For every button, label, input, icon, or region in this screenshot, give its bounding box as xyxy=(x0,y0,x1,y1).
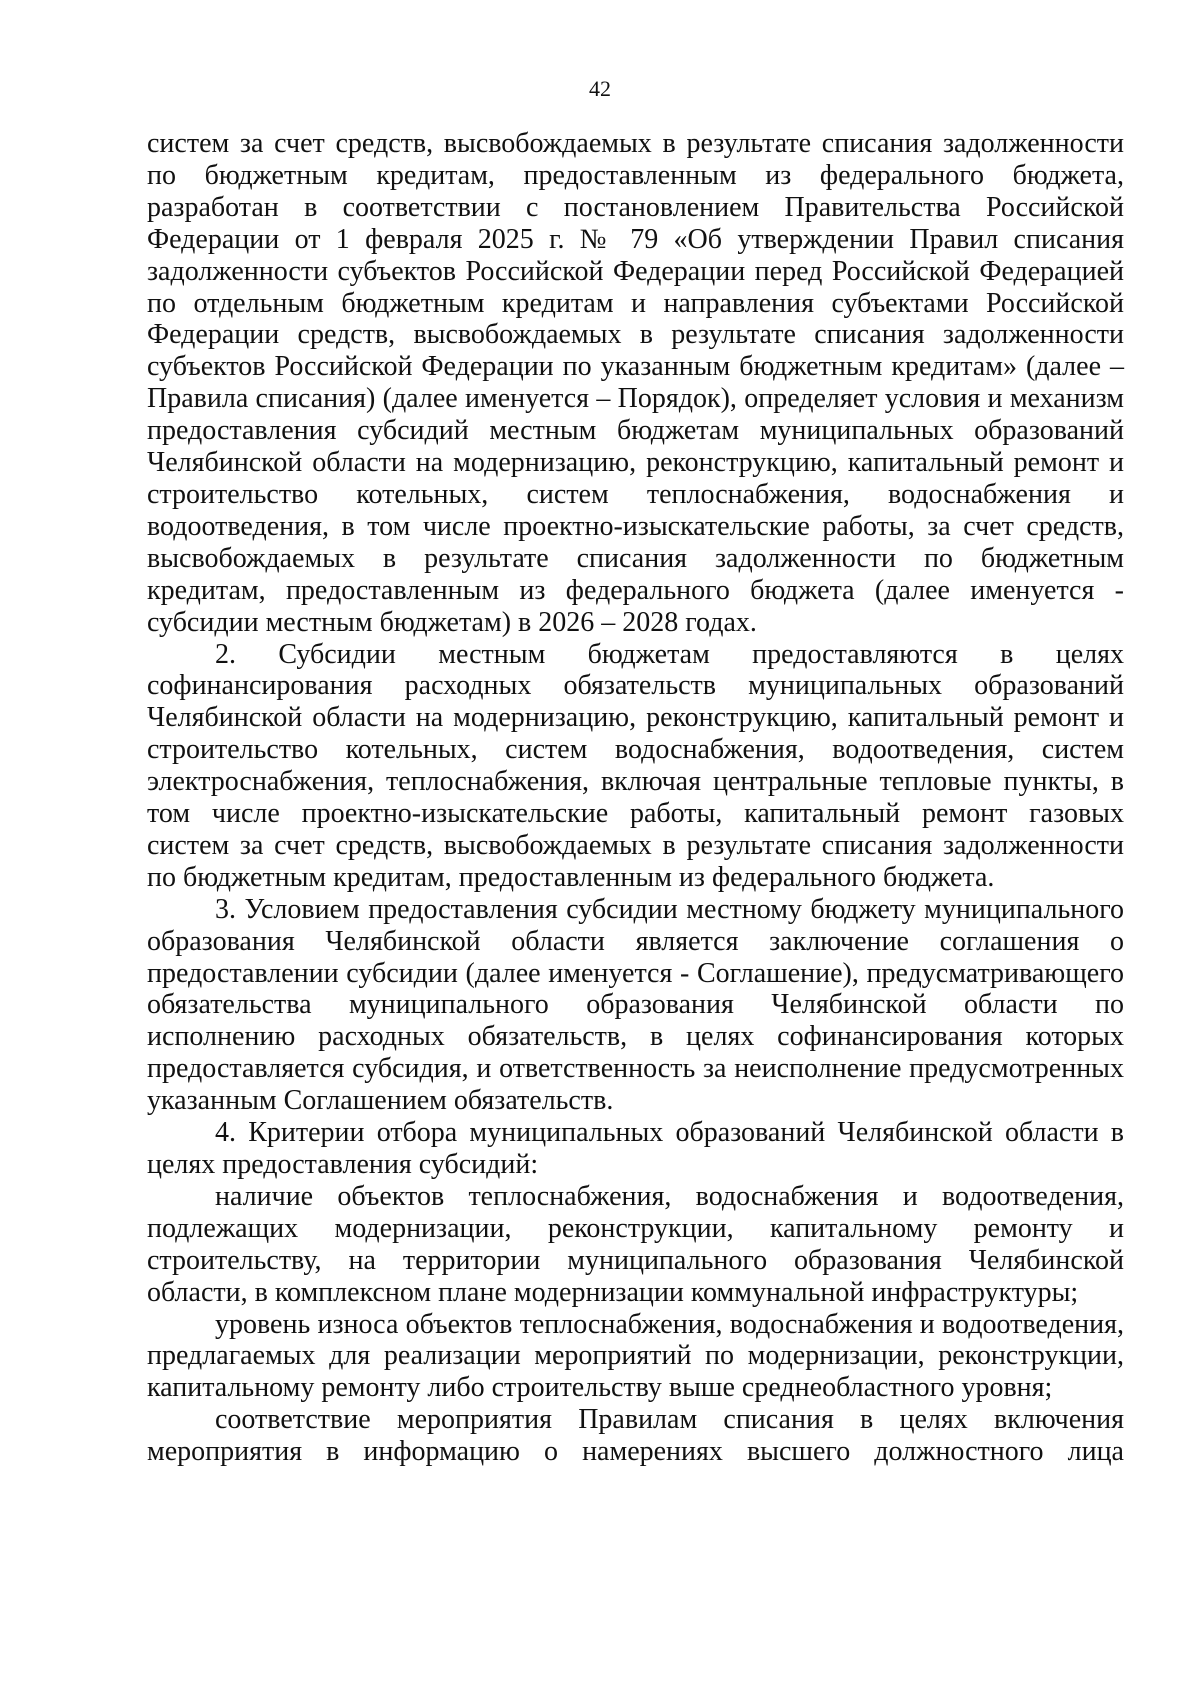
paragraph-item-4: 4. Критерии отбора муниципальных образований Челябинской области в целях предоставления субсидий: xyxy=(147,1117,1124,1180)
paragraph-item-2: 2. Субсидии местным бюджетам предоставляются в целях софинансирования расходных обязательств муниципальных образований Челябинской области на модернизацию, реконструкцию, капитальный ремонт и строительство котельных, систем водоснабжения, водоотведения, систем электроснабжения, теплоснабжения, включая центральные тепловые пункты, в том числе проектно-изыскательские работы, капитальный ремонт газовых систем за счет средств, высвобождаемых в результате списания задолженности по бюджетным кредитам, предоставленным из федерального бюджета. xyxy=(147,638,1124,893)
criterion-3: соответствие мероприятия Правилам списания в целях включения мероприятия в информацию о намерениях высшего должностного лица xyxy=(147,1404,1124,1468)
criterion-1: наличие объектов теплоснабжения, водоснабжения и водоотведения, подлежащих модернизации, реконструкции, капитальному ремонту и строительству, на территории муниципального образования Челябинской области, в комплексном плане модернизации коммунальной инфраструктуры; xyxy=(147,1180,1124,1308)
document-body xyxy=(147,128,1124,1468)
paragraph-item-3: 3. Условием предоставления субсидии местному бюджету муниципального образования Челябинской области является заключение соглашения о предоставлении субсидии (далее именуется - Соглашение), предусматривающего обязательства муниципального образования Челябинской области по исполнению расходных обязательств, в целях софинансирования которых предоставляется субсидия, и ответственность за неисполнение предусмотренных указанным Соглашением обязательств. xyxy=(147,893,1124,1117)
page-number: 42 xyxy=(589,76,611,101)
criterion-2: уровень износа объектов теплоснабжения, водоснабжения и водоотведения, предлагаемых для реализации мероприятий по модернизации, реконструкции, капитальному ремонту либо строительству выше среднеобластного уровня; xyxy=(147,1308,1124,1404)
paragraph-continuation: систем за счет средств, высвобождаемых в результате списания задолженности по бюджетным кредитам, предоставленным из федерального бюджета, разработан в соответствии с постановлением Правительства Российской Федерации от 1 февраля 2025 г. № 79 «Об утверждении Правил списания задолженности субъектов Российской Федерации перед Российской Федерацией по отдельным бюджетным кредитам и направления субъектами Российской Федерации средств, высвобождаемых в результате списания задолженности субъектов Российской Федерации по указанным бюджетным кредитам» (далее – Правила списания) (далее именуется – Порядок), определяет условия и механизм предоставления субсидий местным бюджетам муниципальных образований Челябинской области на модернизацию, реконструкцию, капитальный ремонт и строительство котельных, систем теплоснабжения, водоснабжения и водоотведения, в том числе проектно-изыскательские работы, за счет средств, высвобождаемых в результате списания задолженности по бюджетным кредитам, предоставленным из федерального бюджета (далее именуется - субсидии местным бюджетам) в 2026 – 2028 годах. xyxy=(147,128,1124,638)
